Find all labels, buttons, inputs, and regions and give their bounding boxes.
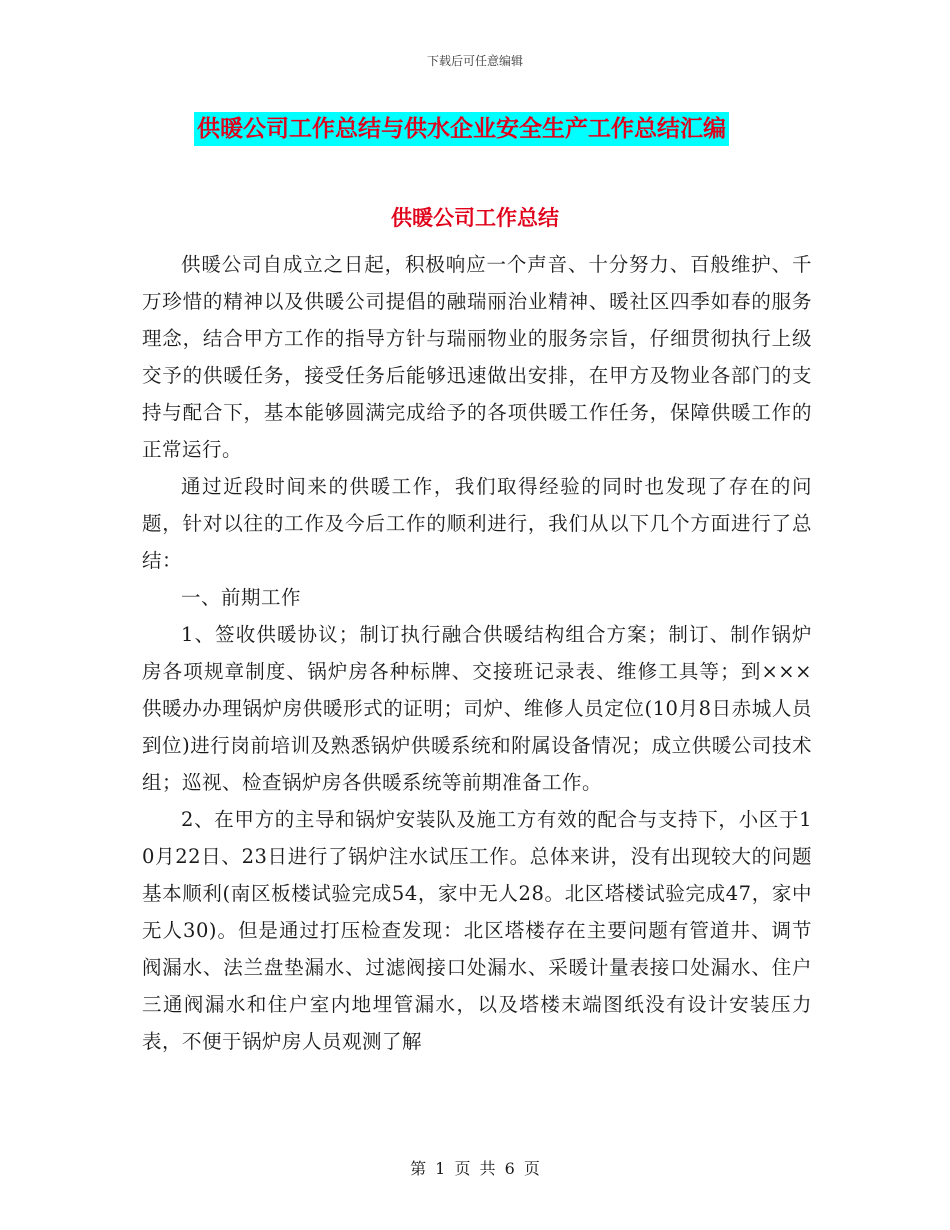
document-body <box>142 246 812 1060</box>
paragraph-intro: 供暖公司自成立之日起，积极响应一个声音、十分努力、百般维护、千万珍惜的精神以及供暖公司提倡的融瑞丽治业精神、暖社区四季如春的服务理念，结合甲方工作的指导方针与瑞丽物业的服务宗旨，仔细贯彻执行上级交予的供暖任务，接受任务后能够迅速做出安排，在甲方及物业各部门的支持与配合下，基本能够圆满完成给予的各项供暖工作任务，保障供暖工作的正常运行。 <box>142 253 812 461</box>
page-header-note: 下载后可任意编辑 <box>426 54 523 68</box>
section-title: 供暖公司工作总结 <box>391 205 559 230</box>
document-title: 供暖公司工作总结与供水企业安全生产工作总结汇编 <box>194 112 729 146</box>
page-number: 第 1 页 共 6 页 <box>410 1159 540 1178</box>
paragraph-item-1: 1、签收供暖协议；制订执行融合供暖结构组合方案；制订、制作锅炉房各项规章制度、锅炉房各种标牌、交接班记录表、维修工具等；到×××供暖办办理锅炉房供暖形式的证明；司炉、维修人员定位(10月8日赤城人员到位)进行岗前培训及熟悉锅炉供暖系统和附属设备情况；成立供暖公司技术组；巡视、检查锅炉房各供暖系统等前期准备工作。 <box>142 623 812 794</box>
heading-preliminary-work: 一、前期工作 <box>181 586 302 609</box>
paragraph-summary-lead: 通过近段时间来的供暖工作，我们取得经验的同时也发现了存在的问题，针对以往的工作及今后工作的顺利进行，我们从以下几个方面进行了总结： <box>142 475 812 572</box>
paragraph-item-2: 2、在甲方的主导和锅炉安装队及施工方有效的配合与支持下，小区于10月22日、23日进行了锅炉注水试压工作。总体来讲，没有出现较大的问题基本顺利(南区板楼试验完成54，家中无人28。北区塔楼试验完成47，家中无人30)。但是通过打压检查发现：北区塔楼存在主要问题有管道井、调节阀漏水、法兰盘垫漏水、过滤阀接口处漏水、采暖计量表接口处漏水、住户三通阀漏水和住户室内地埋管漏水，以及塔楼末端图纸没有设计安装压力表，不便于锅炉房人员观测了解 <box>142 808 812 1053</box>
